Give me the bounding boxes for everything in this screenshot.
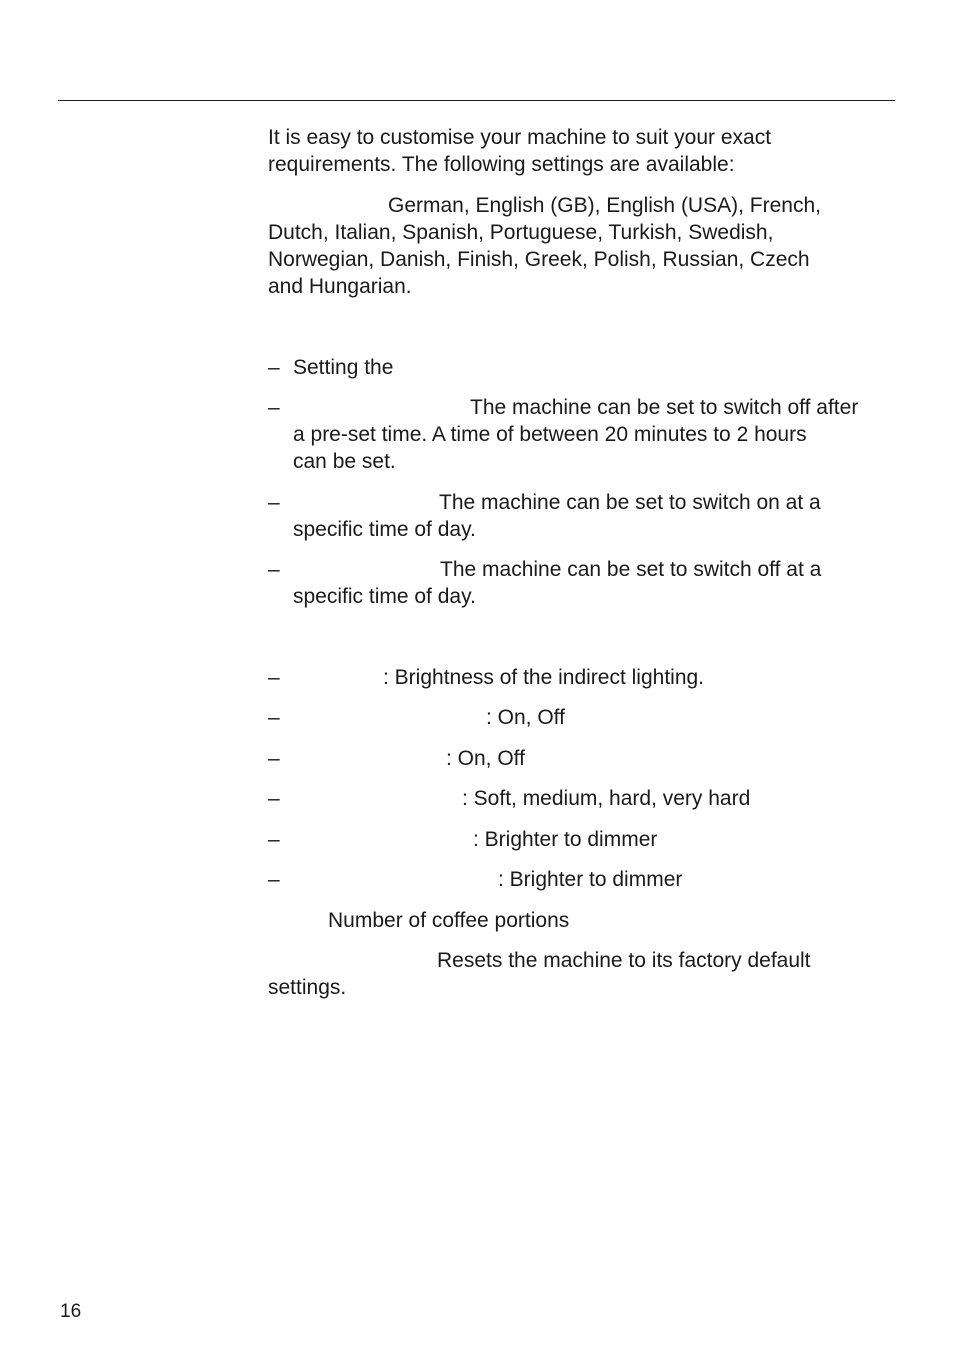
timer-dash-4: – xyxy=(268,558,280,581)
intro-line-1: It is easy to customise your machine to suit your exact xyxy=(268,126,772,149)
option-text-6: : Brighter to dimmer xyxy=(498,868,683,891)
timer-dash-3: – xyxy=(268,491,280,514)
page-number: 16 xyxy=(60,1301,82,1322)
option-dash-1: – xyxy=(268,666,280,689)
reset-line-2: settings. xyxy=(268,976,347,999)
option-dash-4: – xyxy=(268,787,280,810)
option-dash-2: – xyxy=(268,706,280,729)
option-dash-5: – xyxy=(268,828,280,851)
option-text-3: : On, Off xyxy=(446,747,525,770)
timer-item-2-line-2: a pre-set time. A time of between 20 minutes to 2 hours xyxy=(293,423,807,446)
language-line-1: German, English (GB), English (USA), French, xyxy=(388,194,821,217)
language-line-2: Dutch, Italian, Spanish, Portuguese, Turkish, Swedish, xyxy=(268,221,774,244)
coffee-portions-text: Number of coffee portions xyxy=(328,909,570,932)
option-text-2: : On, Off xyxy=(486,706,565,729)
option-text-4: : Soft, medium, hard, very hard xyxy=(462,787,751,810)
timer-dash-1: – xyxy=(268,356,280,379)
timer-item-1-line-1: Setting the xyxy=(293,356,394,379)
timer-item-4-line-1: The machine can be set to switch off at a xyxy=(440,558,822,581)
reset-line-1: Resets the machine to its factory default xyxy=(437,949,811,972)
header-rule xyxy=(58,100,895,101)
timer-item-3-line-2: specific time of day. xyxy=(293,518,476,541)
option-dash-6: – xyxy=(268,868,280,891)
option-text-5: : Brighter to dimmer xyxy=(473,828,658,851)
timer-item-3-line-1: The machine can be set to switch on at a xyxy=(439,491,821,514)
option-text-1: : Brightness of the indirect lighting. xyxy=(383,666,705,689)
language-line-3: Norwegian, Danish, Finish, Greek, Polish, Russian, Czech xyxy=(268,248,810,271)
timer-dash-2: – xyxy=(268,396,280,419)
language-line-4: and Hungarian. xyxy=(268,275,412,298)
timer-item-2-line-3: can be set. xyxy=(293,450,396,473)
timer-item-2-line-1: The machine can be set to switch off after xyxy=(470,396,859,419)
timer-item-4-line-2: specific time of day. xyxy=(293,585,476,608)
option-dash-3: – xyxy=(268,747,280,770)
intro-line-2: requirements. The following settings are available: xyxy=(268,153,735,176)
